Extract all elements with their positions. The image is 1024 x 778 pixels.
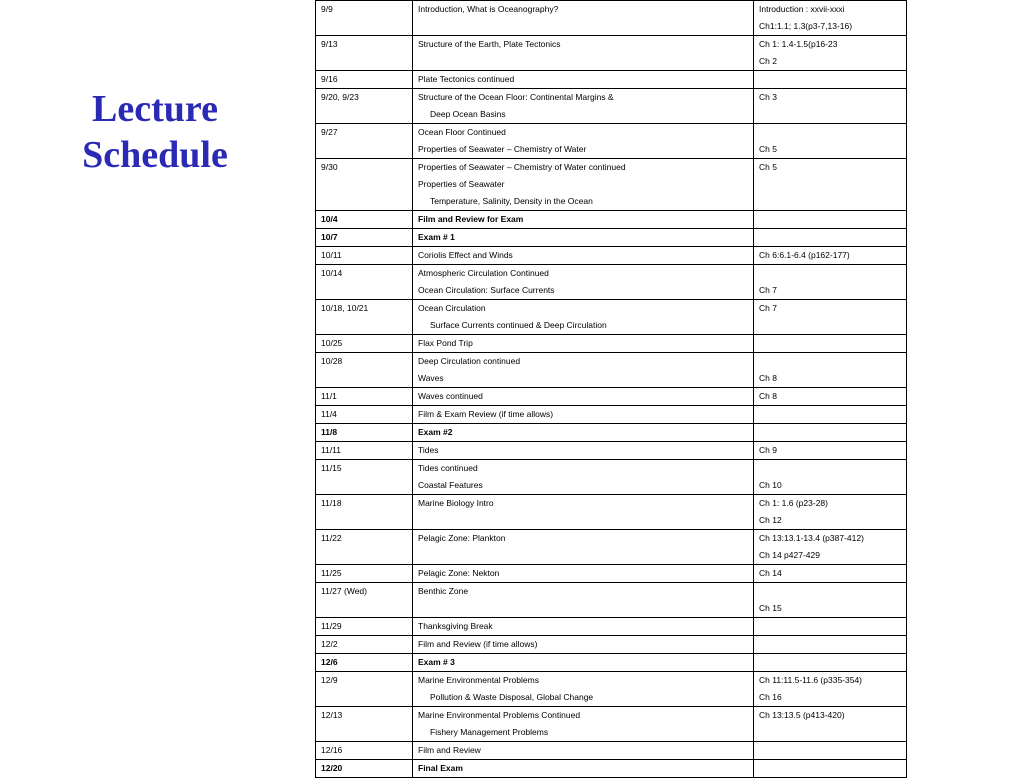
schedule-body xyxy=(316,1,907,778)
reading-line: Ch 9 xyxy=(759,445,777,455)
date-cell xyxy=(316,353,413,388)
topic-line: Exam #2 xyxy=(418,427,453,437)
schedule-row xyxy=(316,388,907,406)
topic-cell xyxy=(413,229,754,247)
topic-cell xyxy=(413,406,754,424)
topic-cell xyxy=(413,460,754,495)
topic-cell xyxy=(413,335,754,353)
topic-cell xyxy=(413,424,754,442)
date-cell xyxy=(316,36,413,71)
date-line: 12/16 xyxy=(321,745,343,755)
date-line: 10/7 xyxy=(321,232,338,242)
topic-line: Coastal Features xyxy=(418,480,483,490)
topic-line: Fishery Management Problems xyxy=(430,727,549,737)
date-cell xyxy=(316,265,413,300)
topic-cell xyxy=(413,265,754,300)
reading-line xyxy=(759,724,906,741)
reading-line xyxy=(759,406,906,423)
reading-line xyxy=(759,618,906,635)
reading-cell xyxy=(754,229,907,247)
reading-line: Ch 13:13.5 (p413-420) xyxy=(759,710,845,720)
reading-line xyxy=(759,583,906,600)
topic-line: Deep Circulation continued xyxy=(418,356,521,366)
topic-line: Pelagic Zone: Nekton xyxy=(418,568,500,578)
reading-line xyxy=(759,176,906,193)
date-line xyxy=(321,176,412,193)
reading-line: Ch 3 xyxy=(759,92,777,102)
reading-line: Ch 11:11.5-11.6 (p335-354) xyxy=(759,675,863,685)
date-cell xyxy=(316,636,413,654)
schedule-row xyxy=(316,265,907,300)
date-cell xyxy=(316,460,413,495)
topic-cell xyxy=(413,495,754,530)
reading-cell xyxy=(754,159,907,211)
date-line: 10/18, 10/21 xyxy=(321,303,369,313)
topic-line: Flax Pond Trip xyxy=(418,338,473,348)
topic-line: Film and Review (if time allows) xyxy=(418,639,538,649)
schedule-row xyxy=(316,460,907,495)
date-line: 11/1 xyxy=(321,391,337,401)
topic-cell xyxy=(413,707,754,742)
topic-line: Introduction, What is Oceanography? xyxy=(418,4,559,14)
reading-cell xyxy=(754,265,907,300)
topic-cell xyxy=(413,159,754,211)
topic-line: Marine Environmental Problems Continued xyxy=(418,710,581,720)
reading-line: Ch 5 xyxy=(759,144,777,154)
date-line: 10/4 xyxy=(321,214,338,224)
topic-cell xyxy=(413,1,754,36)
reading-line: Ch 14 xyxy=(759,568,782,578)
date-line xyxy=(321,370,412,387)
date-line: 11/8 xyxy=(321,427,338,437)
schedule-row xyxy=(316,1,907,36)
reading-cell xyxy=(754,742,907,760)
reading-cell xyxy=(754,618,907,636)
reading-line xyxy=(759,335,906,352)
reading-cell xyxy=(754,760,907,778)
reading-line xyxy=(759,124,906,141)
topic-line: Film and Review for Exam xyxy=(418,214,524,224)
date-line: 11/25 xyxy=(321,568,342,578)
reading-line xyxy=(759,265,906,282)
topic-line: Tides continued xyxy=(418,463,478,473)
date-cell xyxy=(316,424,413,442)
schedule-row xyxy=(316,353,907,388)
date-line: 11/29 xyxy=(321,621,342,631)
topic-line: Structure of the Ocean Floor: Continental Margins & xyxy=(418,92,614,102)
topic-cell xyxy=(413,211,754,229)
schedule-row xyxy=(316,406,907,424)
date-cell xyxy=(316,89,413,124)
reading-line: Ch 1: 1.4-1.5(p16-23 xyxy=(759,39,838,49)
schedule-row xyxy=(316,335,907,353)
topic-line xyxy=(418,547,753,564)
reading-cell xyxy=(754,460,907,495)
reading-cell xyxy=(754,530,907,565)
date-line xyxy=(321,106,412,123)
reading-cell xyxy=(754,707,907,742)
reading-cell xyxy=(754,247,907,265)
date-line xyxy=(321,282,412,299)
date-line: 11/15 xyxy=(321,463,342,473)
reading-cell xyxy=(754,36,907,71)
reading-line: Ch 16 xyxy=(759,692,782,702)
topic-cell xyxy=(413,89,754,124)
topic-line: Coriolis Effect and Winds xyxy=(418,250,513,260)
schedule-row xyxy=(316,442,907,460)
schedule-row xyxy=(316,742,907,760)
schedule-row xyxy=(316,672,907,707)
topic-line: Deep Ocean Basins xyxy=(430,109,506,119)
schedule-row xyxy=(316,636,907,654)
reading-line: Ch 8 xyxy=(759,373,777,383)
reading-line: Ch 7 xyxy=(759,285,777,295)
date-line: 12/9 xyxy=(321,675,338,685)
date-cell xyxy=(316,300,413,335)
topic-cell xyxy=(413,583,754,618)
topic-line: Properties of Seawater xyxy=(418,179,505,189)
slide-title-line-2: Schedule xyxy=(82,134,228,176)
date-cell xyxy=(316,742,413,760)
schedule-row xyxy=(316,159,907,211)
reading-cell xyxy=(754,71,907,89)
topic-line: Atmospheric Circulation Continued xyxy=(418,268,549,278)
date-cell xyxy=(316,211,413,229)
date-cell xyxy=(316,530,413,565)
schedule-row xyxy=(316,124,907,159)
date-cell xyxy=(316,565,413,583)
schedule-row xyxy=(316,300,907,335)
reading-line xyxy=(759,742,906,759)
reading-cell xyxy=(754,335,907,353)
topic-line: Marine Biology Intro xyxy=(418,498,494,508)
date-line xyxy=(321,477,412,494)
topic-cell xyxy=(413,36,754,71)
date-line: 11/18 xyxy=(321,498,342,508)
date-cell xyxy=(316,442,413,460)
topic-line: Tides xyxy=(418,445,439,455)
reading-cell xyxy=(754,565,907,583)
reading-line: Ch 13:13.1-13.4 (p387-412) xyxy=(759,533,864,543)
reading-cell xyxy=(754,211,907,229)
topic-line: Properties of Seawater – Chemistry of Water xyxy=(418,144,587,154)
topic-line xyxy=(418,600,753,617)
date-line xyxy=(321,317,412,334)
topic-line: Properties of Seawater – Chemistry of Water continued xyxy=(418,162,626,172)
reading-line: Ch 1: 1.6 (p23-28) xyxy=(759,498,828,508)
reading-cell xyxy=(754,89,907,124)
date-cell xyxy=(316,247,413,265)
date-cell xyxy=(316,71,413,89)
reading-line xyxy=(759,229,906,246)
reading-line xyxy=(759,636,906,653)
date-line: 9/9 xyxy=(321,4,333,14)
topic-line: Film & Exam Review (if time allows) xyxy=(418,409,554,419)
topic-line: Film and Review xyxy=(418,745,481,755)
schedule-row xyxy=(316,495,907,530)
topic-line: Exam # 1 xyxy=(418,232,455,242)
schedule-row xyxy=(316,36,907,71)
schedule-row xyxy=(316,530,907,565)
reading-cell xyxy=(754,495,907,530)
schedule-row xyxy=(316,583,907,618)
date-line: 12/6 xyxy=(321,657,338,667)
date-line: 11/22 xyxy=(321,533,342,543)
reading-cell xyxy=(754,300,907,335)
lecture-schedule-table xyxy=(315,0,907,778)
topic-cell xyxy=(413,565,754,583)
topic-cell xyxy=(413,71,754,89)
reading-cell xyxy=(754,654,907,672)
reading-cell xyxy=(754,124,907,159)
date-line: 9/13 xyxy=(321,39,338,49)
schedule-row xyxy=(316,229,907,247)
schedule-row xyxy=(316,247,907,265)
date-line xyxy=(321,600,412,617)
topic-line xyxy=(418,18,753,35)
reading-line: Ch1:1.1; 1.3(p3-7,13-16) xyxy=(759,21,853,31)
topic-cell xyxy=(413,388,754,406)
topic-cell xyxy=(413,654,754,672)
reading-line: Ch 10 xyxy=(759,480,782,490)
date-cell xyxy=(316,654,413,672)
schedule-row xyxy=(316,565,907,583)
slide-title xyxy=(30,86,280,178)
date-line: 9/16 xyxy=(321,74,338,84)
date-line: 10/14 xyxy=(321,268,343,278)
reading-line: Ch 2 xyxy=(759,56,777,66)
topic-line: Thanksgiving Break xyxy=(418,621,493,631)
reading-line xyxy=(759,760,906,777)
schedule-row xyxy=(316,707,907,742)
topic-line: Plate Tectonics continued xyxy=(418,74,515,84)
date-cell xyxy=(316,495,413,530)
reading-line: Introduction : xxvii-xxxi xyxy=(759,4,845,14)
topic-line: Exam # 3 xyxy=(418,657,455,667)
reading-cell xyxy=(754,353,907,388)
reading-cell xyxy=(754,636,907,654)
topic-line: Ocean Floor Continued xyxy=(418,127,506,137)
date-line xyxy=(321,53,412,70)
reading-cell xyxy=(754,388,907,406)
reading-line xyxy=(759,71,906,88)
topic-line: Surface Currents continued & Deep Circulation xyxy=(430,320,607,330)
date-line: 12/13 xyxy=(321,710,343,720)
date-line: 11/27 (Wed) xyxy=(321,586,367,596)
reading-line xyxy=(759,460,906,477)
reading-line: Ch 14 p427-429 xyxy=(759,550,820,560)
topic-line: Pollution & Waste Disposal, Global Change xyxy=(430,692,594,702)
date-cell xyxy=(316,618,413,636)
date-cell xyxy=(316,707,413,742)
date-cell xyxy=(316,229,413,247)
reading-cell xyxy=(754,1,907,36)
topic-line: Ocean Circulation: Surface Currents xyxy=(418,285,555,295)
topic-cell xyxy=(413,247,754,265)
date-line: 9/30 xyxy=(321,162,338,172)
topic-cell xyxy=(413,300,754,335)
date-line: 11/4 xyxy=(321,409,337,419)
topic-line: Waves continued xyxy=(418,391,483,401)
topic-line: Ocean Circulation xyxy=(418,303,486,313)
date-line: 9/20, 9/23 xyxy=(321,92,359,102)
topic-line: Structure of the Earth, Plate Tectonics xyxy=(418,39,561,49)
date-cell xyxy=(316,760,413,778)
reading-cell xyxy=(754,583,907,618)
topic-line: Temperature, Salinity, Density in the Ocean xyxy=(430,196,593,206)
schedule-row xyxy=(316,211,907,229)
date-cell xyxy=(316,406,413,424)
date-line xyxy=(321,724,412,741)
topic-cell xyxy=(413,353,754,388)
date-line: 9/27 xyxy=(321,127,338,137)
date-line: 12/20 xyxy=(321,763,343,773)
date-cell xyxy=(316,335,413,353)
reading-line: Ch 8 xyxy=(759,391,777,401)
topic-line xyxy=(418,512,753,529)
reading-cell xyxy=(754,424,907,442)
schedule-row xyxy=(316,618,907,636)
reading-line xyxy=(759,106,906,123)
topic-cell xyxy=(413,530,754,565)
reading-line xyxy=(759,193,906,210)
reading-line xyxy=(759,353,906,370)
date-line: 12/2 xyxy=(321,639,338,649)
date-line xyxy=(321,547,412,564)
topic-line: Benthic Zone xyxy=(418,586,469,596)
reading-cell xyxy=(754,442,907,460)
date-line xyxy=(321,141,412,158)
date-line xyxy=(321,689,412,706)
date-cell xyxy=(316,388,413,406)
date-line: 10/11 xyxy=(321,250,342,260)
date-cell xyxy=(316,124,413,159)
topic-line: Marine Environmental Problems xyxy=(418,675,539,685)
topic-cell xyxy=(413,742,754,760)
topic-cell xyxy=(413,618,754,636)
reading-line xyxy=(759,654,906,671)
date-line: 11/11 xyxy=(321,445,342,455)
reading-cell xyxy=(754,672,907,707)
topic-line: Final Exam xyxy=(418,763,463,773)
schedule-row xyxy=(316,654,907,672)
date-line xyxy=(321,512,412,529)
topic-cell xyxy=(413,124,754,159)
topic-line xyxy=(418,53,753,70)
date-line: 10/28 xyxy=(321,356,343,366)
reading-line: Ch 5 xyxy=(759,162,777,172)
schedule-row xyxy=(316,71,907,89)
schedule-row xyxy=(316,760,907,778)
schedule-row xyxy=(316,424,907,442)
date-cell xyxy=(316,159,413,211)
slide-title-line-1: Lecture xyxy=(92,88,218,130)
reading-line: Ch 15 xyxy=(759,603,782,613)
date-line xyxy=(321,193,412,210)
reading-line xyxy=(759,424,906,441)
topic-cell xyxy=(413,760,754,778)
reading-line xyxy=(759,317,906,334)
date-cell xyxy=(316,583,413,618)
reading-line: Ch 7 xyxy=(759,303,777,313)
topic-line: Pelagic Zone: Plankton xyxy=(418,533,506,543)
topic-cell xyxy=(413,672,754,707)
reading-cell xyxy=(754,406,907,424)
date-cell xyxy=(316,1,413,36)
reading-line: Ch 12 xyxy=(759,515,782,525)
reading-line xyxy=(759,211,906,228)
topic-cell xyxy=(413,442,754,460)
reading-line: Ch 6:6.1-6.4 (p162-177) xyxy=(759,250,850,260)
schedule-row xyxy=(316,89,907,124)
date-line xyxy=(321,18,412,35)
topic-line: Waves xyxy=(418,373,444,383)
date-line: 10/25 xyxy=(321,338,343,348)
topic-cell xyxy=(413,636,754,654)
date-cell xyxy=(316,672,413,707)
